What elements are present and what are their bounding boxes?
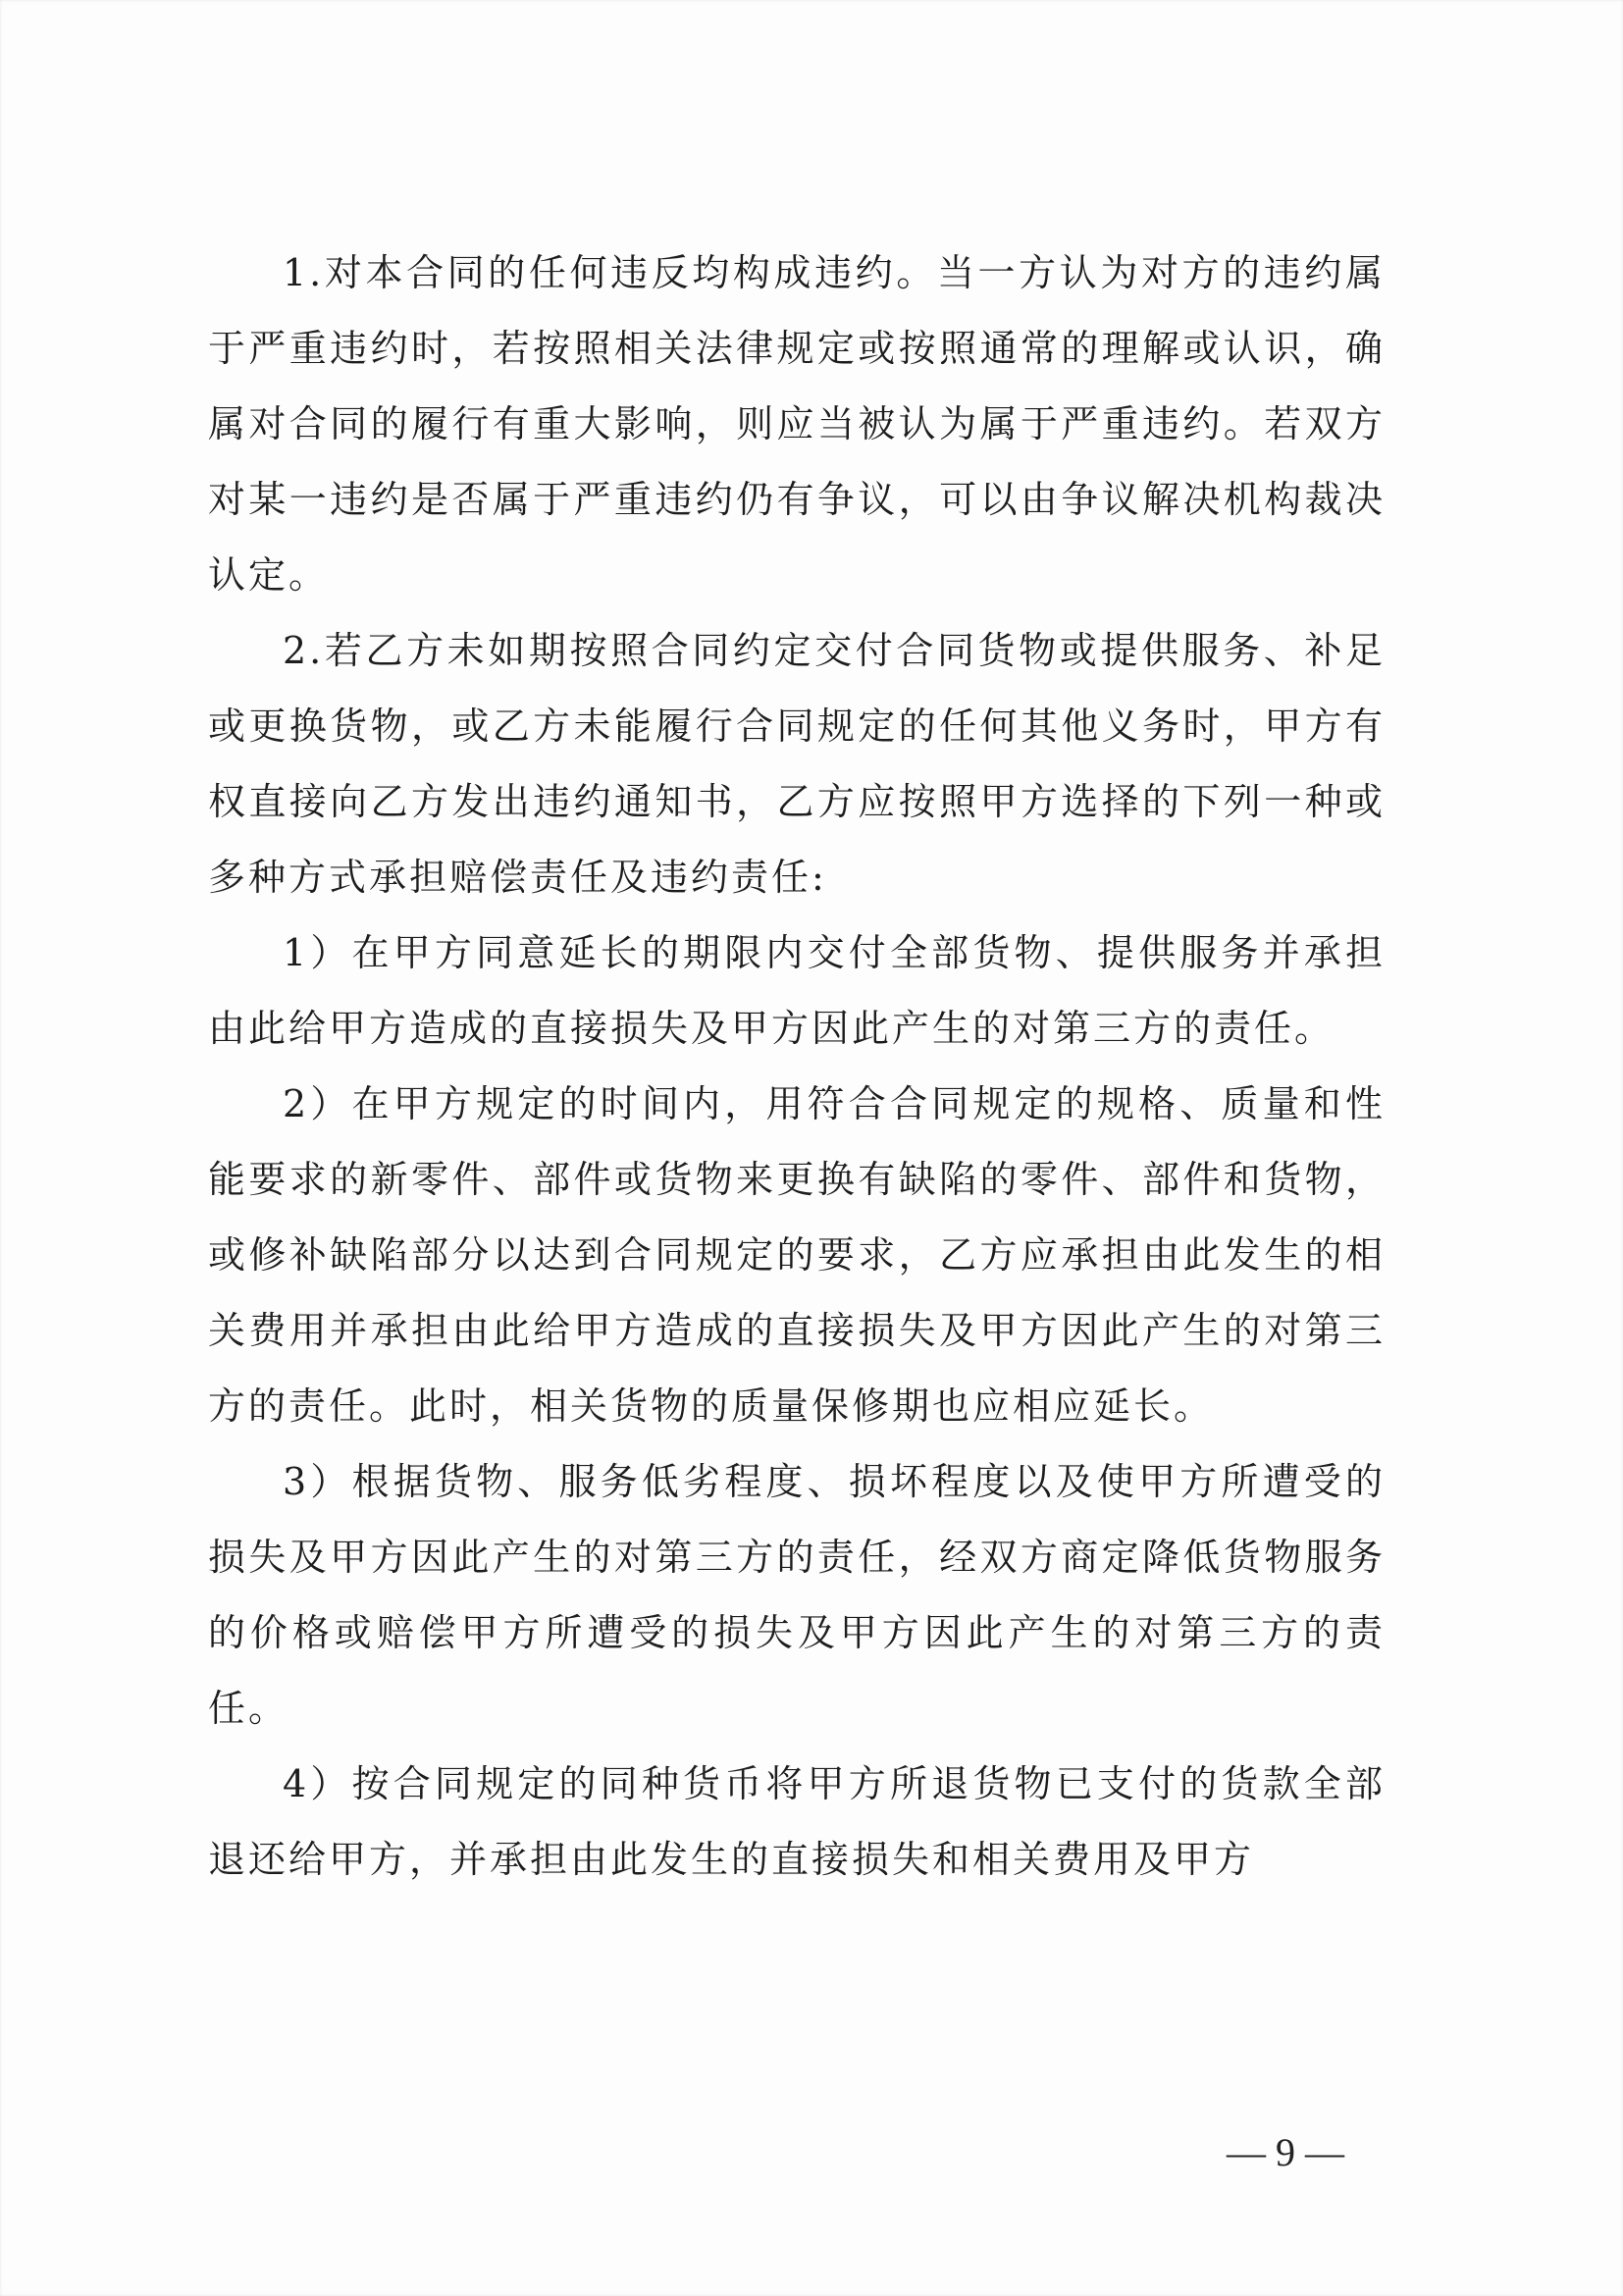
paragraph-breach-definition: 1.对本合同的任何违反均构成违约。当一方认为对方的违约属于严重违约时，若按照相关法律规定或按照通常的理解或认识，确属对合同的履行有重大影响，则应当被认为属于严重违约。若双方对某一违约是否属于严重违约仍有争议，可以由争议解决机构裁决认定。 xyxy=(208,251,1386,597)
document-body xyxy=(208,235,1386,1898)
page-number: — 9 — xyxy=(1227,2130,1344,2174)
paragraph-remedy-1: 1）在甲方同意延长的期限内交付全部货物、提供服务并承担由此给甲方造成的直接损失及甲方因此产生的对第三方的责任。 xyxy=(208,931,1386,1050)
paragraph-remedy-2: 2）在甲方规定的时间内，用符合合同规定的规格、质量和性能要求的新零件、部件或货物来更换有缺陷的零件、部件和货物，或修补缺陷部分以达到合同规定的要求，乙方应承担由此发生的相关费用并承担由此给甲方造成的直接损失及甲方因此产生的对第三方的责任。此时，相关货物的质量保修期也应相应延长。 xyxy=(208,1082,1386,1428)
paragraph-remedy-3: 3）根据货物、服务低劣程度、损坏程度以及使甲方所遭受的损失及甲方因此产生的对第三方的责任，经双方商定降低货物服务的价格或赔偿甲方所遭受的损失及甲方因此产生的对第三方的责任。 xyxy=(208,1460,1386,1730)
paragraph-party-b-default: 2.若乙方未如期按照合同约定交付合同货物或提供服务、补足或更换货物，或乙方未能履行合同规定的任何其他义务时，甲方有权直接向乙方发出违约通知书，乙方应按照甲方选择的下列一种或多种方式承担赔偿责任及违约责任: xyxy=(208,629,1386,899)
paragraph-remedy-4: 4）按合同规定的同种货币将甲方所退货物已支付的货款全部退还给甲方，并承担由此发生的直接损失和相关费用及甲方 xyxy=(208,1762,1386,1881)
